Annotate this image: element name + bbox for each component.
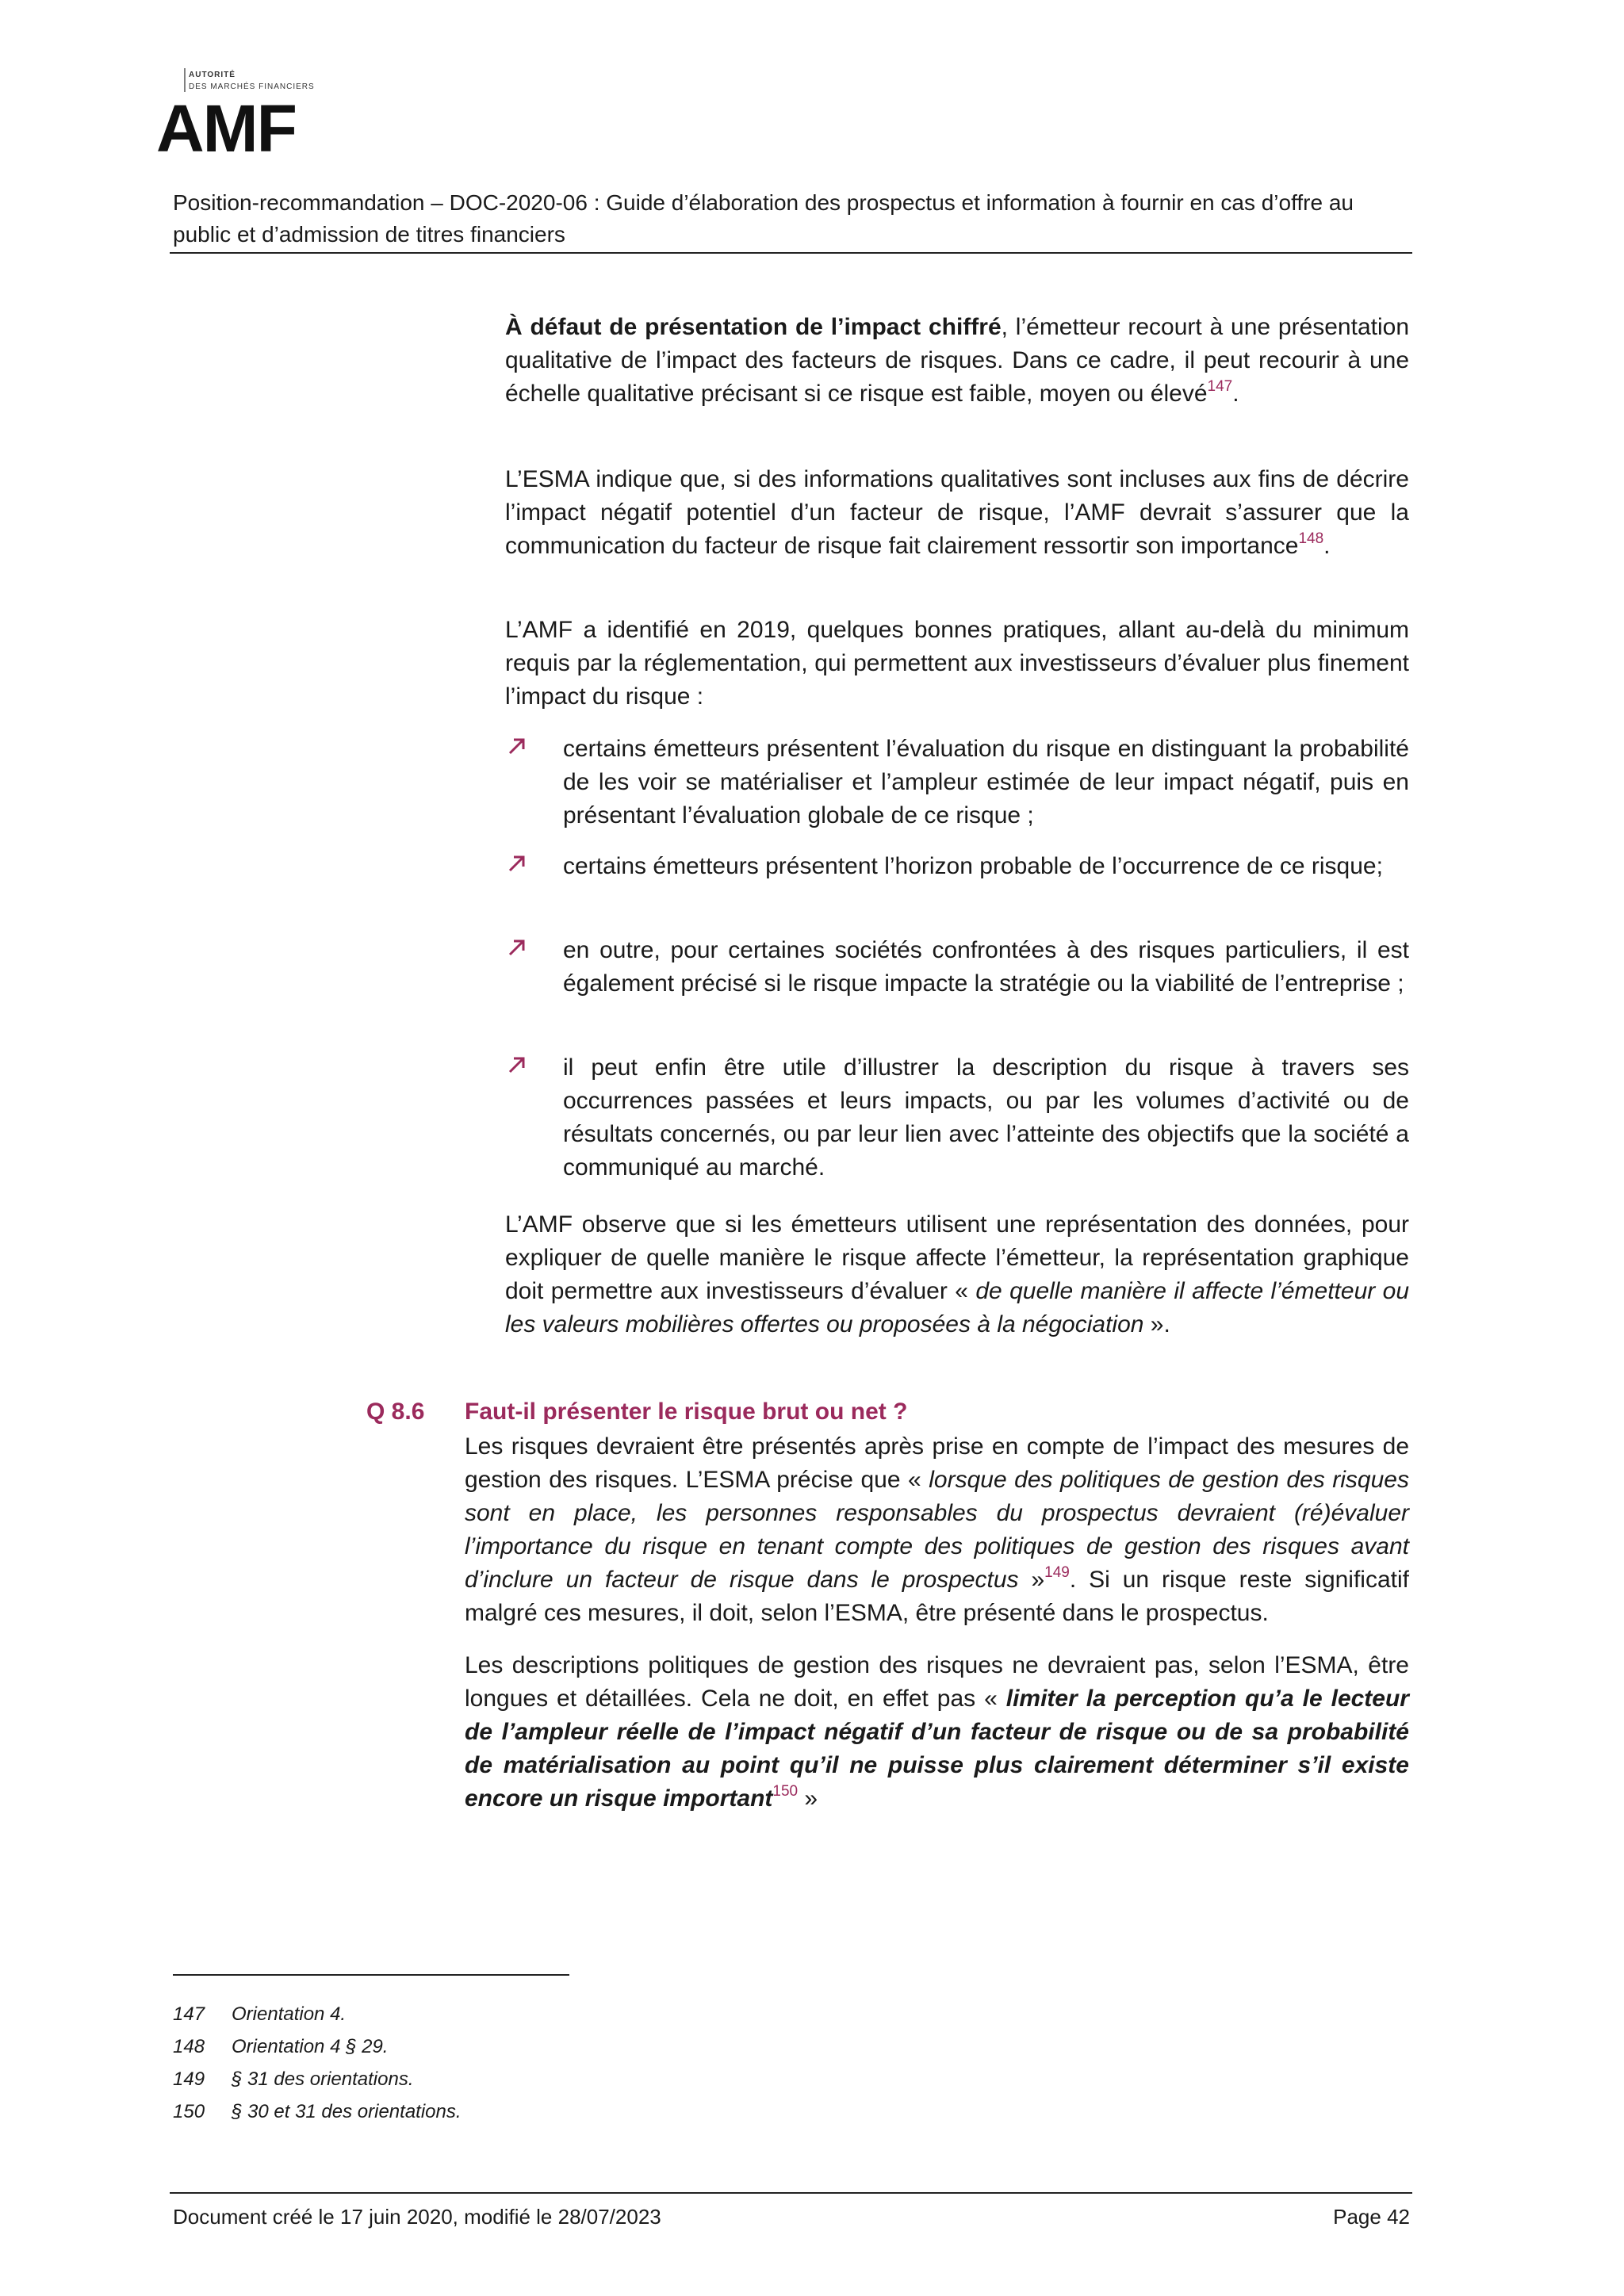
footnote [173, 2066, 414, 2093]
logo-line2: DES MARCHÉS FINANCIERS [189, 82, 315, 91]
paragraph-3 [505, 614, 1409, 714]
arrow-up-right-icon [505, 1053, 529, 1077]
footnote [173, 2099, 462, 2126]
amf-logo [155, 68, 353, 159]
footnote-ref-147[interactable]: 147 [1207, 378, 1233, 395]
list-item-text: certains émetteurs présentent l’horizon probable de l’occurrence de ce risque; [563, 853, 1383, 879]
p1-text: , l’émetteur recourt à une présentation qualitative de l’impact des facteurs de risques. Dans ce cadre, il peut recourir à une échelle qualitative précisant si ce risque est faible, moyen ou élevé [505, 314, 1410, 407]
p4-text: L’AMF observe que si les émetteurs utilisent une représentation des données, pour expliquer de quelle manière le risque affecte l’émetteur, la représentation graphique doit permettre aux investisseurs d’évaluer « [505, 1211, 1409, 1304]
q-p1-text: Les risques devraient être présentés après prise en compte de l’impact des mesures de gestion des risques. L’ESMA précise que « [465, 1433, 1409, 1493]
footnote-number: 149 [173, 2068, 205, 2090]
paragraph-1 [505, 311, 1409, 411]
q-p1-quote-end: » [1018, 1567, 1045, 1593]
arrow-up-right-icon [505, 734, 529, 758]
p2-text: L’ESMA indique que, si des informations qualitatives sont incluses aux fins de décrire l’impact négatif potentiel d’un facteur de risque, l’AMF devrait s’assurer que la communication du facteur de risque fait clairement ressortir son importance [505, 466, 1409, 559]
footnote-ref-149[interactable]: 149 [1044, 1564, 1070, 1581]
page-number: Page 42 [1333, 2205, 1410, 2229]
question-paragraph-1 [465, 1430, 1409, 1630]
arrow-up-right-icon [505, 936, 529, 959]
footnote [173, 2001, 346, 2028]
logo-line1: AUTORITÉ [189, 71, 236, 79]
footnote [173, 2034, 388, 2061]
footnote-number: 148 [173, 2036, 205, 2057]
footer-divider [170, 2192, 1412, 2194]
list-item-text: certains émetteurs présentent l’évaluation du risque en distinguant la probabilité de les voir se matérialiser et l’ampleur estimée de leur impact négatif, puis en présentant l’évaluation globale de ce risque ; [563, 736, 1409, 828]
footnote-text: § 31 des orientations. [232, 2068, 414, 2090]
footnote-number: 150 [173, 2101, 205, 2122]
arrow-up-right-icon [505, 851, 529, 875]
footnote-text: Orientation 4. [232, 2003, 347, 2025]
paragraph-4 [505, 1208, 1409, 1341]
header-divider [170, 252, 1412, 254]
q-p2-end: » [798, 1785, 818, 1812]
q-p2-text: Les descriptions politiques de gestion des risques ne devraient pas, selon l’ESMA, être longues et détaillées. Cela ne doit, en effet pas « [465, 1652, 1409, 1712]
list-item-text: en outre, pour certaines sociétés confrontées à des risques particuliers, il est également précisé si le risque impacte la stratégie ou la viabilité de l’entreprise ; [563, 937, 1409, 997]
list-item-text: il peut enfin être utile d’illustrer la description du risque à travers ses occurrences passées et leurs impacts, ou par les volumes d’activité ou de résultats concernés, ou par leur lien avec l’atteinte des objectifs que la société a communiqué au marché. [563, 1054, 1409, 1181]
p1-bold: À défaut de présentation de l’impact chiffré [505, 314, 1002, 340]
q-p1-italic: lorsque des politiques de gestion des risques sont en place, les personnes responsables du prospectus devraient (ré)évaluer l’importance du risque en tenant compte des politiques de gestion des risques avant d’inclure un facteur de risque dans le prospectus [465, 1467, 1409, 1593]
p1-end: . [1232, 381, 1239, 407]
p2-end: . [1323, 533, 1331, 559]
paragraph-2 [505, 463, 1409, 563]
p4-end: ». [1143, 1311, 1170, 1337]
question-title: Faut-il présenter le risque brut ou net ? [465, 1399, 908, 1425]
logo-wordmark: AMF [156, 91, 296, 159]
question-paragraph-2 [465, 1649, 1409, 1816]
footnote-ref-150[interactable]: 150 [772, 1783, 799, 1800]
footnote-text: Orientation 4 § 29. [232, 2036, 389, 2057]
footnote-divider [173, 1974, 569, 1976]
p4-italic: de quelle manière il affecte l’émetteur ou les valeurs mobilières offertes ou proposées à la négociation [505, 1278, 1410, 1337]
footnote-text: § 30 et 31 des orientations. [232, 2101, 462, 2122]
q-p2-bold-italic: limiter la perception qu’a le lecteur de l’ampleur réelle de l’impact négatif d’un facteur de risque ou de sa probabilité de matérialisation au point qu’il ne puisse plus clairement déterminer s’il existe encore un risque important [465, 1686, 1409, 1812]
footnote-number: 147 [173, 2003, 205, 2025]
p3-text: L’AMF a identifié en 2019, quelques bonnes pratiques, allant au-delà du minimum requis par la réglementation, qui permettent aux investisseurs d’évaluer plus finement l’impact du risque : [505, 617, 1409, 710]
document-date: Document créé le 17 juin 2020, modifié le 28/07/2023 [173, 2205, 661, 2229]
question-number: Q 8.6 [366, 1399, 425, 1425]
document-header-title: Position-recommandation – DOC-2020-06 : Guide d’élaboration des prospectus et information à fournir en cas d’offre au public et d’admission de titres financiers [173, 190, 1354, 247]
q-p1-end: . Si un risque reste significatif malgré ces mesures, il doit, selon l’ESMA, être présenté dans le prospectus. [465, 1567, 1409, 1626]
footnote-ref-148[interactable]: 148 [1298, 530, 1324, 547]
